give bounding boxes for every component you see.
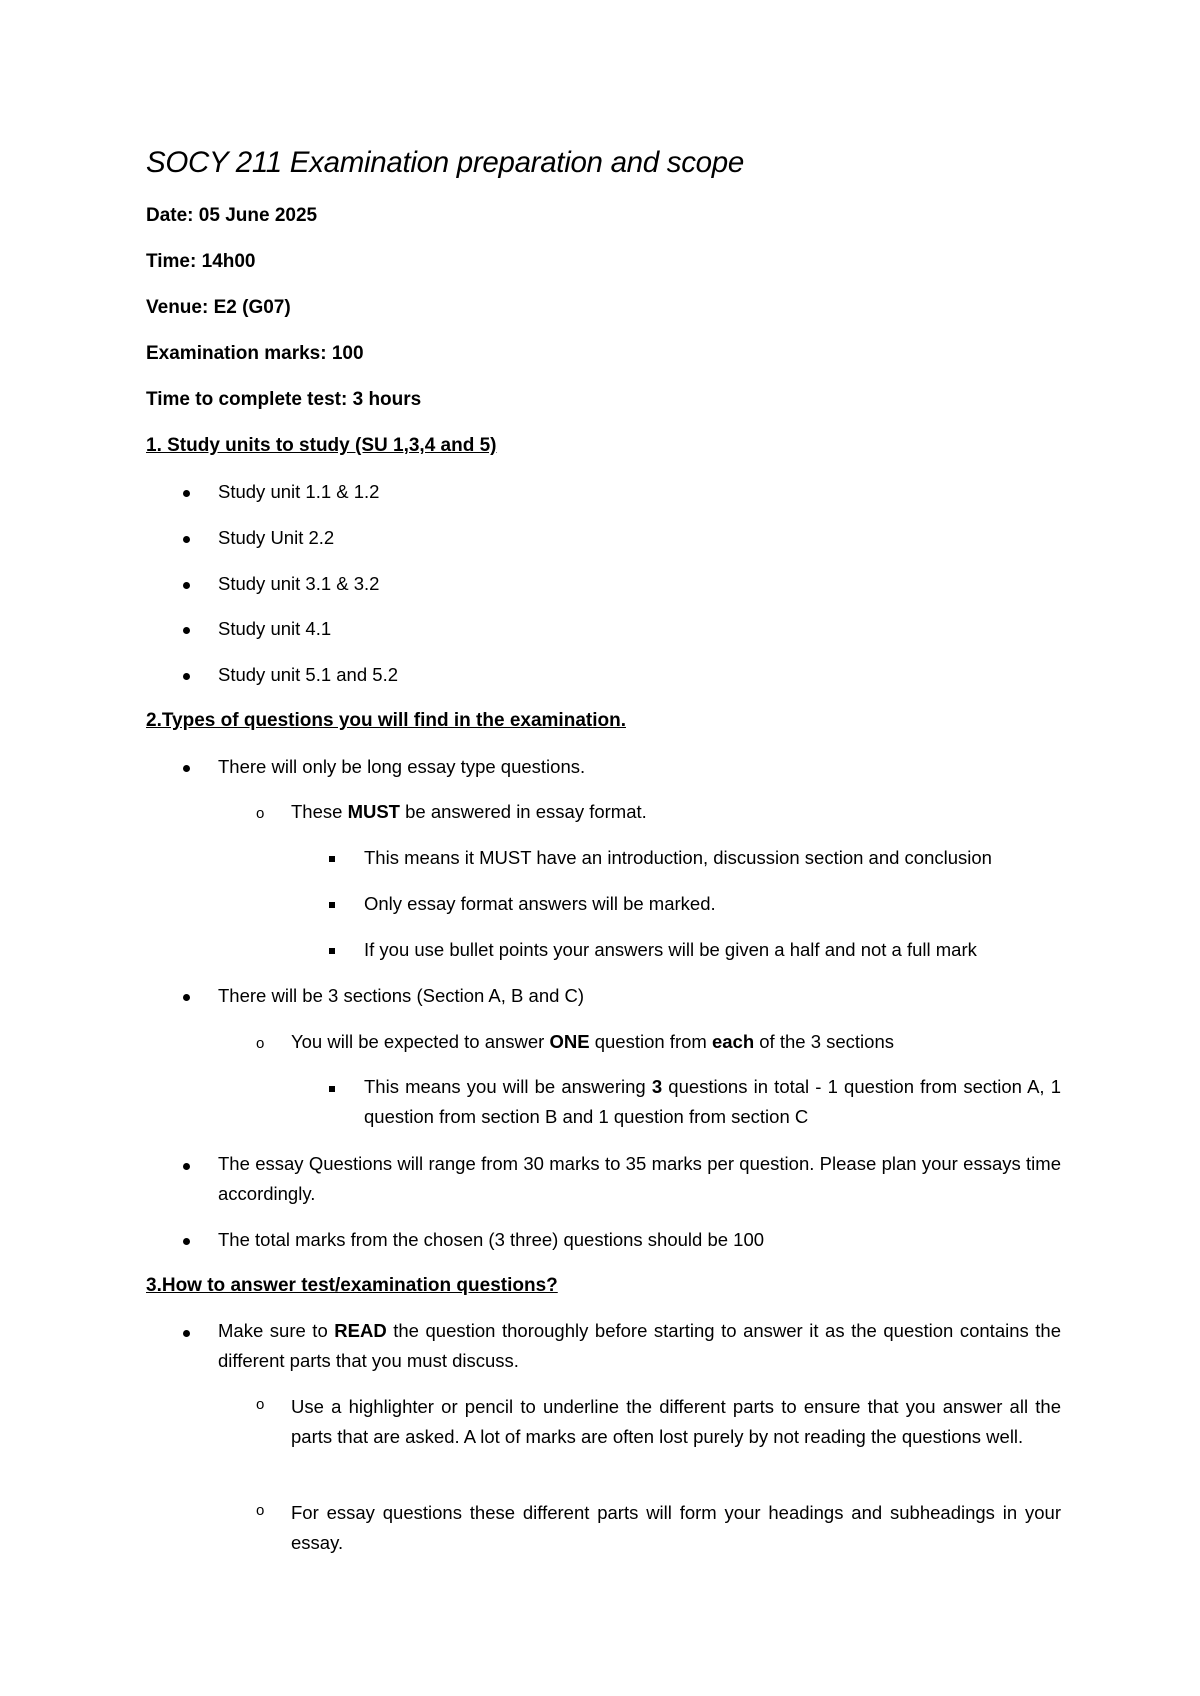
date-value: 05 June 2025	[198, 205, 318, 226]
bullet-icon	[183, 994, 190, 1001]
exam-date	[146, 205, 317, 227]
bullet-icon	[183, 673, 190, 680]
study-unit-item: Study unit 3.1 & 3.2	[218, 573, 380, 594]
square-bullet-icon	[329, 856, 335, 862]
note-emphasis: ONE	[549, 1031, 590, 1052]
circle-bullet-icon: o	[256, 1502, 265, 1519]
section-3-heading: 3.How to answer test/examination questions?	[146, 1275, 558, 1296]
bullet-icon	[183, 1238, 190, 1245]
bullet-icon	[183, 490, 190, 497]
question-type-item: The total marks from the chosen (3 three) questions should be 100	[218, 1229, 765, 1250]
question-type-item: The essay Questions will range from 30 marks to 35 marks per question. Please plan your essays time accordingly.	[218, 1153, 1061, 1204]
date-label: Date:	[146, 205, 194, 226]
exam-duration	[146, 389, 421, 411]
note-text: These	[291, 801, 348, 822]
note-text: question from	[589, 1031, 712, 1052]
exam-venue	[146, 297, 291, 319]
square-bullet-icon	[329, 948, 335, 954]
essay-format-note	[291, 801, 647, 823]
study-unit-item: Study Unit 2.2	[218, 527, 335, 548]
note-text: be answered in essay format.	[399, 801, 647, 822]
questions-total-note	[364, 1072, 1061, 1132]
section-1-heading: 1. Study units to study (SU 1,3,4 and 5)	[146, 435, 497, 456]
venue-value: E2 (G07)	[213, 297, 291, 318]
answering-tip	[218, 1316, 1061, 1376]
question-type-item: There will only be long essay type questions.	[218, 756, 586, 777]
note-emphasis: 3	[651, 1076, 663, 1097]
essay-rule-item: This means it MUST have an introduction, discussion section and conclusion	[364, 847, 992, 868]
time-value: 14h00	[201, 251, 256, 272]
sections-note	[291, 1031, 894, 1053]
essay-rule-item: Only essay format answers will be marked.	[364, 893, 716, 914]
study-unit-item: Study unit 4.1	[218, 618, 332, 639]
question-type-item: There will be 3 sections (Section A, B and C)	[218, 985, 585, 1006]
tip-text: Make sure to	[218, 1320, 335, 1341]
circle-bullet-icon: o	[256, 805, 265, 822]
duration-label: Time to complete test:	[146, 389, 348, 410]
study-unit-item: Study unit 1.1 & 1.2	[218, 481, 380, 502]
square-bullet-icon	[329, 902, 335, 908]
note-text: questions in total - 1 question from section A, 1 question from section B and 1 question from section C	[364, 1076, 1061, 1127]
note-text: You will be expected to answer	[291, 1031, 550, 1052]
marks-label: Examination marks:	[146, 343, 327, 364]
bullet-icon	[183, 536, 190, 543]
study-unit-item: Study unit 5.1 and 5.2	[218, 664, 398, 685]
answering-subtip: For essay questions these different parts will form your headings and subheadings in your essay.	[291, 1502, 1061, 1553]
document-title: SOCY 211 Examination preparation and scope	[146, 146, 744, 179]
bullet-icon	[183, 1330, 190, 1337]
bullet-icon	[183, 1163, 190, 1170]
circle-bullet-icon: o	[256, 1396, 265, 1413]
exam-time	[146, 251, 256, 273]
tip-emphasis: READ	[334, 1320, 387, 1341]
exam-marks	[146, 343, 364, 365]
time-label: Time:	[146, 251, 197, 272]
venue-label: Venue:	[146, 297, 209, 318]
tip-text: the question thoroughly before starting to answer it as the question contains the different parts that you must discuss.	[218, 1320, 1062, 1371]
note-emphasis: MUST	[347, 801, 400, 822]
section-2-heading: 2.Types of questions you will find in the examination.	[146, 710, 626, 731]
marks-value: 100	[331, 343, 364, 364]
answering-subtip: Use a highlighter or pencil to underline the different parts to ensure that you answer all the parts that are asked. A lot of marks are often lost purely by not reading the questions well.	[291, 1396, 1061, 1447]
square-bullet-icon	[329, 1086, 335, 1092]
bullet-icon	[183, 765, 190, 772]
essay-rule-item: If you use bullet points your answers will be given a half and not a full mark	[364, 939, 977, 960]
bullet-icon	[183, 627, 190, 634]
note-emphasis: each	[711, 1031, 755, 1052]
duration-value: 3 hours	[352, 389, 422, 410]
note-text: of the 3 sections	[754, 1031, 894, 1052]
bullet-icon	[183, 582, 190, 589]
note-text: This means you will be answering	[364, 1076, 652, 1097]
circle-bullet-icon: o	[256, 1035, 265, 1052]
